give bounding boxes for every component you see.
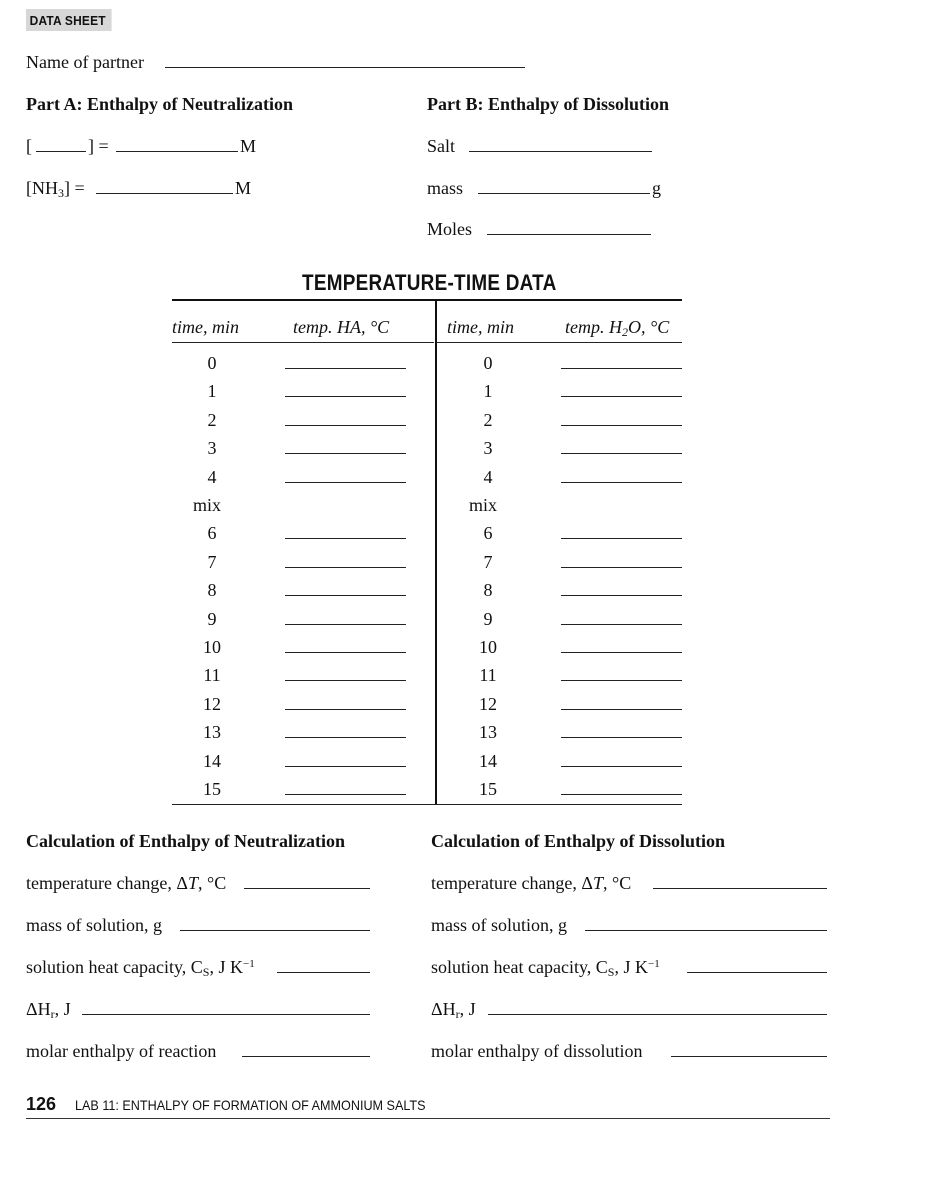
right-time-cell: 8: [483, 580, 493, 600]
calc-a-title: Calculation of Enthalpy of Neutralization: [26, 831, 346, 851]
left-time-cell: 4: [207, 467, 217, 487]
calc-b-dh-field[interactable]: [488, 1014, 827, 1015]
left-time-cell: 9: [207, 609, 217, 629]
nh3-unit: M: [235, 178, 252, 198]
calc-a-mass-field[interactable]: [180, 930, 370, 931]
left-time-cell: 10: [203, 637, 221, 657]
right-time-cell: 13: [479, 722, 497, 742]
left-time-cell: 11: [203, 665, 221, 685]
right-temp-field[interactable]: [561, 396, 682, 397]
right-temp-field[interactable]: [561, 794, 682, 795]
left-time-cell: 3: [207, 438, 217, 458]
calc-b-heat-capacity-label: solution heat capacity, $C_S$, J $K^{-1}$: [431, 957, 660, 979]
right-time-cell: 1: [483, 381, 493, 401]
calc-a-heat-capacity-field[interactable]: [277, 972, 370, 973]
right-time-cell: 2: [483, 410, 493, 430]
right-temp-field[interactable]: [561, 425, 682, 426]
left-temp-field[interactable]: [285, 595, 406, 596]
salt-field[interactable]: [469, 151, 652, 152]
calc-b-mass-label: mass of solution, g: [431, 915, 568, 935]
right-temp-field[interactable]: [561, 737, 682, 738]
left-time-cell: 7: [207, 552, 217, 572]
left-temp-field[interactable]: [285, 794, 406, 795]
left-time-cell: 14: [203, 751, 221, 771]
left-time-cell: 1: [207, 381, 217, 401]
right-temp-field[interactable]: [561, 680, 682, 681]
left-temp-field[interactable]: [285, 652, 406, 653]
right-temp-field[interactable]: [561, 624, 682, 625]
left-temp-field[interactable]: [285, 538, 406, 539]
right-time-cell: 6: [483, 523, 493, 543]
right-time-header: time, min: [447, 317, 514, 337]
left-temp-field[interactable]: [285, 624, 406, 625]
right-temp-field[interactable]: [561, 453, 682, 454]
right-time-cell: 0: [483, 353, 493, 373]
right-time-cell: 15: [479, 779, 497, 799]
table-top-rule: [172, 299, 682, 301]
salt-label: Salt: [427, 136, 456, 156]
partner-name-field[interactable]: [165, 67, 525, 68]
calc-a-molar-field[interactable]: [242, 1056, 370, 1057]
mass-label: mass: [427, 178, 463, 198]
left-time-cell: 13: [203, 722, 221, 742]
left-time-header: time, min: [172, 317, 239, 337]
nh3-concentration-field[interactable]: [96, 193, 233, 194]
left-temp-field[interactable]: [285, 368, 406, 369]
left-temp-field[interactable]: [285, 453, 406, 454]
calc-b-title: Calculation of Enthalpy of Dissolution: [431, 831, 726, 851]
right-time-cell: 3: [483, 438, 493, 458]
moles-field[interactable]: [487, 234, 651, 235]
data-sheet-badge: DATA SHEET: [26, 9, 111, 31]
left-temp-field[interactable]: [285, 567, 406, 568]
calc-a-mass-label: mass of solution, g: [26, 915, 163, 935]
left-time-cell: 2: [207, 410, 217, 430]
calc-b-molar-label: molar enthalpy of dissolution: [431, 1041, 643, 1061]
left-temp-field[interactable]: [285, 680, 406, 681]
part-b-title: Part B: Enthalpy of Dissolution: [427, 94, 670, 114]
footer-rule: [26, 1118, 830, 1119]
acid-close-bracket: ] =: [88, 136, 109, 156]
right-time-cell: 12: [479, 694, 497, 714]
right-temp-header: temp. $H_2O$, °C: [565, 317, 670, 339]
moles-label: Moles: [427, 219, 472, 239]
calc-b-mass-field[interactable]: [585, 930, 827, 931]
calc-a-dh-field[interactable]: [82, 1014, 370, 1015]
right-header-rule: [437, 342, 682, 343]
calc-a-temp-change-field[interactable]: [244, 888, 370, 889]
left-temp-field[interactable]: [285, 737, 406, 738]
nh3-label: $[NH_3]$ =: [26, 178, 85, 200]
left-time-cell: 0: [207, 353, 217, 373]
right-time-cell: mix: [468, 495, 497, 515]
calc-b-molar-field[interactable]: [671, 1056, 827, 1057]
table-title: TEMPERATURE-TIME DATA: [302, 270, 557, 295]
table-bottom-rule: [172, 804, 682, 805]
right-temp-field[interactable]: [561, 652, 682, 653]
acid-concentration-field[interactable]: [116, 151, 238, 152]
right-temp-field[interactable]: [561, 482, 682, 483]
right-time-cell: 10: [479, 637, 497, 657]
calc-a-temp-change-label: temperature change, ΔT, °C: [26, 873, 227, 893]
left-temp-field[interactable]: [285, 766, 406, 767]
mass-unit: g: [652, 178, 661, 198]
calc-b-temp-change-label: temperature change, ΔT, °C: [431, 873, 632, 893]
acid-unit: M: [240, 136, 257, 156]
table-divider: [435, 300, 437, 805]
lab-title: LAB 11: ENTHALPY OF FORMATION OF AMMONIUM SALTS: [75, 1097, 426, 1113]
right-temp-field[interactable]: [561, 766, 682, 767]
calc-b-heat-capacity-field[interactable]: [687, 972, 827, 973]
right-temp-field[interactable]: [561, 595, 682, 596]
calc-b-dh-label: $\Delta H_r$, J: [431, 999, 476, 1021]
left-temp-field[interactable]: [285, 396, 406, 397]
left-header-rule: [172, 342, 434, 343]
right-time-cell: 7: [483, 552, 493, 572]
left-temp-header: temp. HA, °C: [293, 317, 390, 337]
right-time-cell: 14: [479, 751, 497, 771]
right-temp-field[interactable]: [561, 368, 682, 369]
left-temp-field[interactable]: [285, 709, 406, 710]
calc-a-molar-label: molar enthalpy of reaction: [26, 1041, 217, 1061]
calc-a-dh-label: $\Delta H_r$, J: [26, 999, 71, 1021]
right-time-cell: 4: [483, 467, 493, 487]
calc-a-heat-capacity-label: solution heat capacity, $C_S$, J $K^{-1}$: [26, 957, 255, 979]
right-temp-field[interactable]: [561, 538, 682, 539]
left-time-cell: 12: [203, 694, 221, 714]
left-temp-field[interactable]: [285, 482, 406, 483]
part-a-title: Part A: Enthalpy of Neutralization: [26, 94, 293, 114]
left-temp-field[interactable]: [285, 425, 406, 426]
left-time-cell: mix: [192, 495, 221, 515]
left-time-cell: 15: [203, 779, 221, 799]
calc-b-temp-change-field[interactable]: [653, 888, 827, 889]
partner-label: Name of partner: [26, 52, 144, 72]
right-temp-field[interactable]: [561, 709, 682, 710]
acid-open-bracket: [: [26, 136, 32, 156]
acid-formula-field[interactable]: [36, 151, 86, 152]
right-temp-field[interactable]: [561, 567, 682, 568]
right-time-cell: 11: [479, 665, 497, 685]
right-time-cell: 9: [483, 609, 493, 629]
left-time-cell: 8: [207, 580, 217, 600]
mass-field[interactable]: [478, 193, 650, 194]
left-time-cell: 6: [207, 523, 217, 543]
page-number: 126: [26, 1094, 57, 1114]
